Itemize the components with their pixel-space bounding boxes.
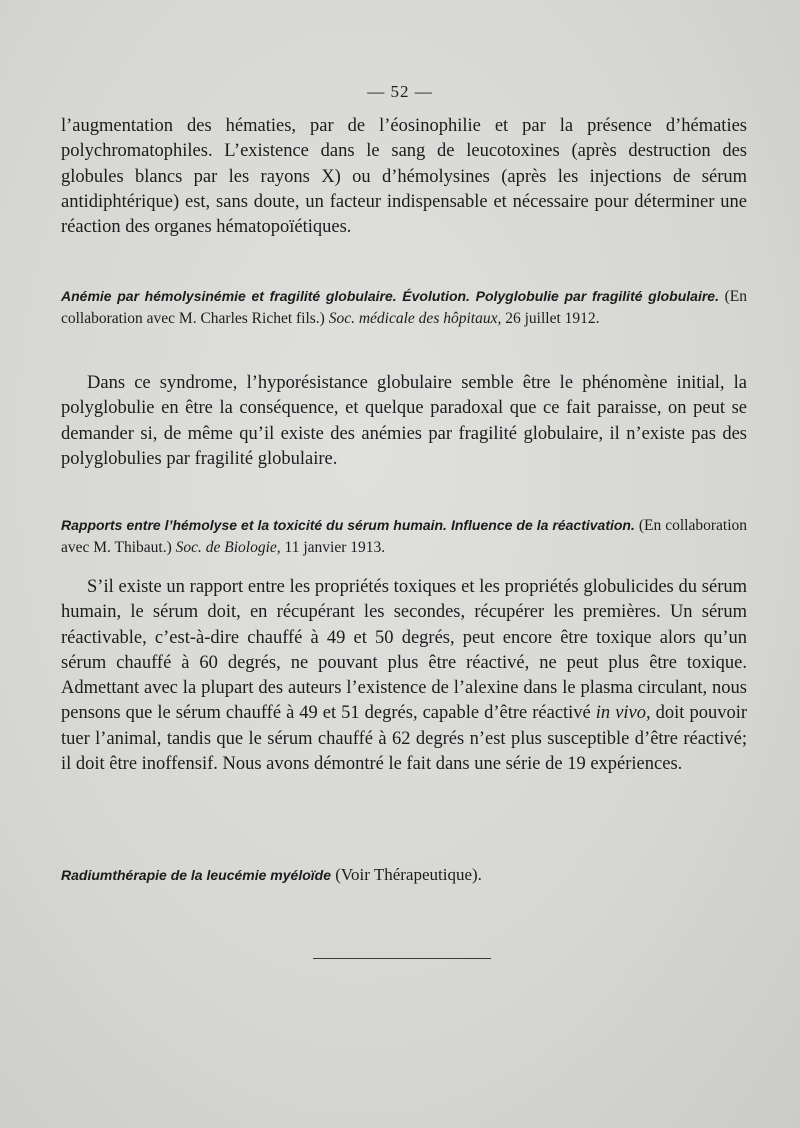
entry1-body: Dans ce syndrome, l’hyporésistance globulaire semble être le phénomène initial, la polyglobulie en être la conséquence, et quelque paradoxal que ce fait paraisse, on peut se demander si, de même qu’il existe des anémies par fragilité globulaire, il n’existe pas des polyglobulies par fragilité globulaire. [61, 373, 747, 469]
entry2-reference [61, 514, 747, 559]
entry1-title: Anémie par hémolysinémie et fragilité globulaire. Évolution. Polyglobulie par fragilité globulaire. [61, 288, 719, 304]
entry3-title: Radiumthérapie de la leucémie myéloïde [61, 867, 331, 883]
entry2-body-part1: S’il existe un rapport entre les propriétés toxiques et les propriétés globulicides du sérum humain, le sérum doit, en récupérant les secondes, récupérer les premières. Un sérum réactivable, c’est-à-dire chauffé à 49 et 50 degrés, peut encore être toxique alors qu’un sérum chauffé à 60 degrés, ne pouvant plus être réactivé, ne peut plus être toxique. Admettant avec la plupart des auteurs l’existence de l’alexine dans le plasma circulant, nous pensons que le sérum chauffé à 49 et 51 degrés, capable d’être réactivé [61, 577, 747, 724]
entry2-body-block [61, 575, 747, 777]
entry2-body-part2: doit pouvoir tuer l’animal, tandis que le sérum chauffé à 62 degrés n’est plus susceptible d’être réactivé; il doit être inoffensif. Nous avons démontré le fait dans une série de 19 expériences. [61, 703, 747, 775]
entry3-reference [61, 864, 747, 886]
entry3-note: (Voir Thérapeutique). [335, 865, 482, 884]
entry2-journal: Soc. de Biologie, [175, 539, 281, 556]
entry1-date: 26 juillet 1912. [505, 310, 600, 327]
intro-paragraph: l’augmentation des hématies, par de l’éosinophilie et par la présence d’hématies polychromatophiles. L’existence dans le sang de leucotoxines (après destruction des globules blancs par les rayons X) ou d’hémolysines (après les injections de sérum antidiphtérique) est, sans doute, un facteur indispensable et nécessaire pour déterminer une réaction des organes hématopoïétiques. [61, 116, 747, 238]
entry2-body-italic: in vivo, [595, 703, 651, 724]
page-number: — 52 — [367, 82, 433, 101]
entry1-journal: Soc. médicale des hôpitaux, [328, 310, 502, 327]
entry1-reference [61, 285, 747, 330]
entry1-collaboration: (En collaboration avec M. Charles Richet fils.) [61, 288, 748, 327]
entry3-citation [61, 864, 747, 886]
entry2-collaboration: (En collaboration avec M. Thibaut.) [61, 517, 747, 556]
entry1-body-block [61, 371, 747, 472]
entry1-citation [61, 285, 747, 330]
entry2-title: Rapports entre l’hémolyse et la toxicité du sérum humain. Influence de la réactivation. [61, 517, 635, 533]
intro-paragraph-block [61, 114, 747, 240]
entry2-date: 11 janvier 1913. [284, 539, 386, 556]
entry2-body [61, 575, 747, 777]
section-divider-rule [313, 958, 491, 959]
entry2-citation [61, 514, 747, 559]
